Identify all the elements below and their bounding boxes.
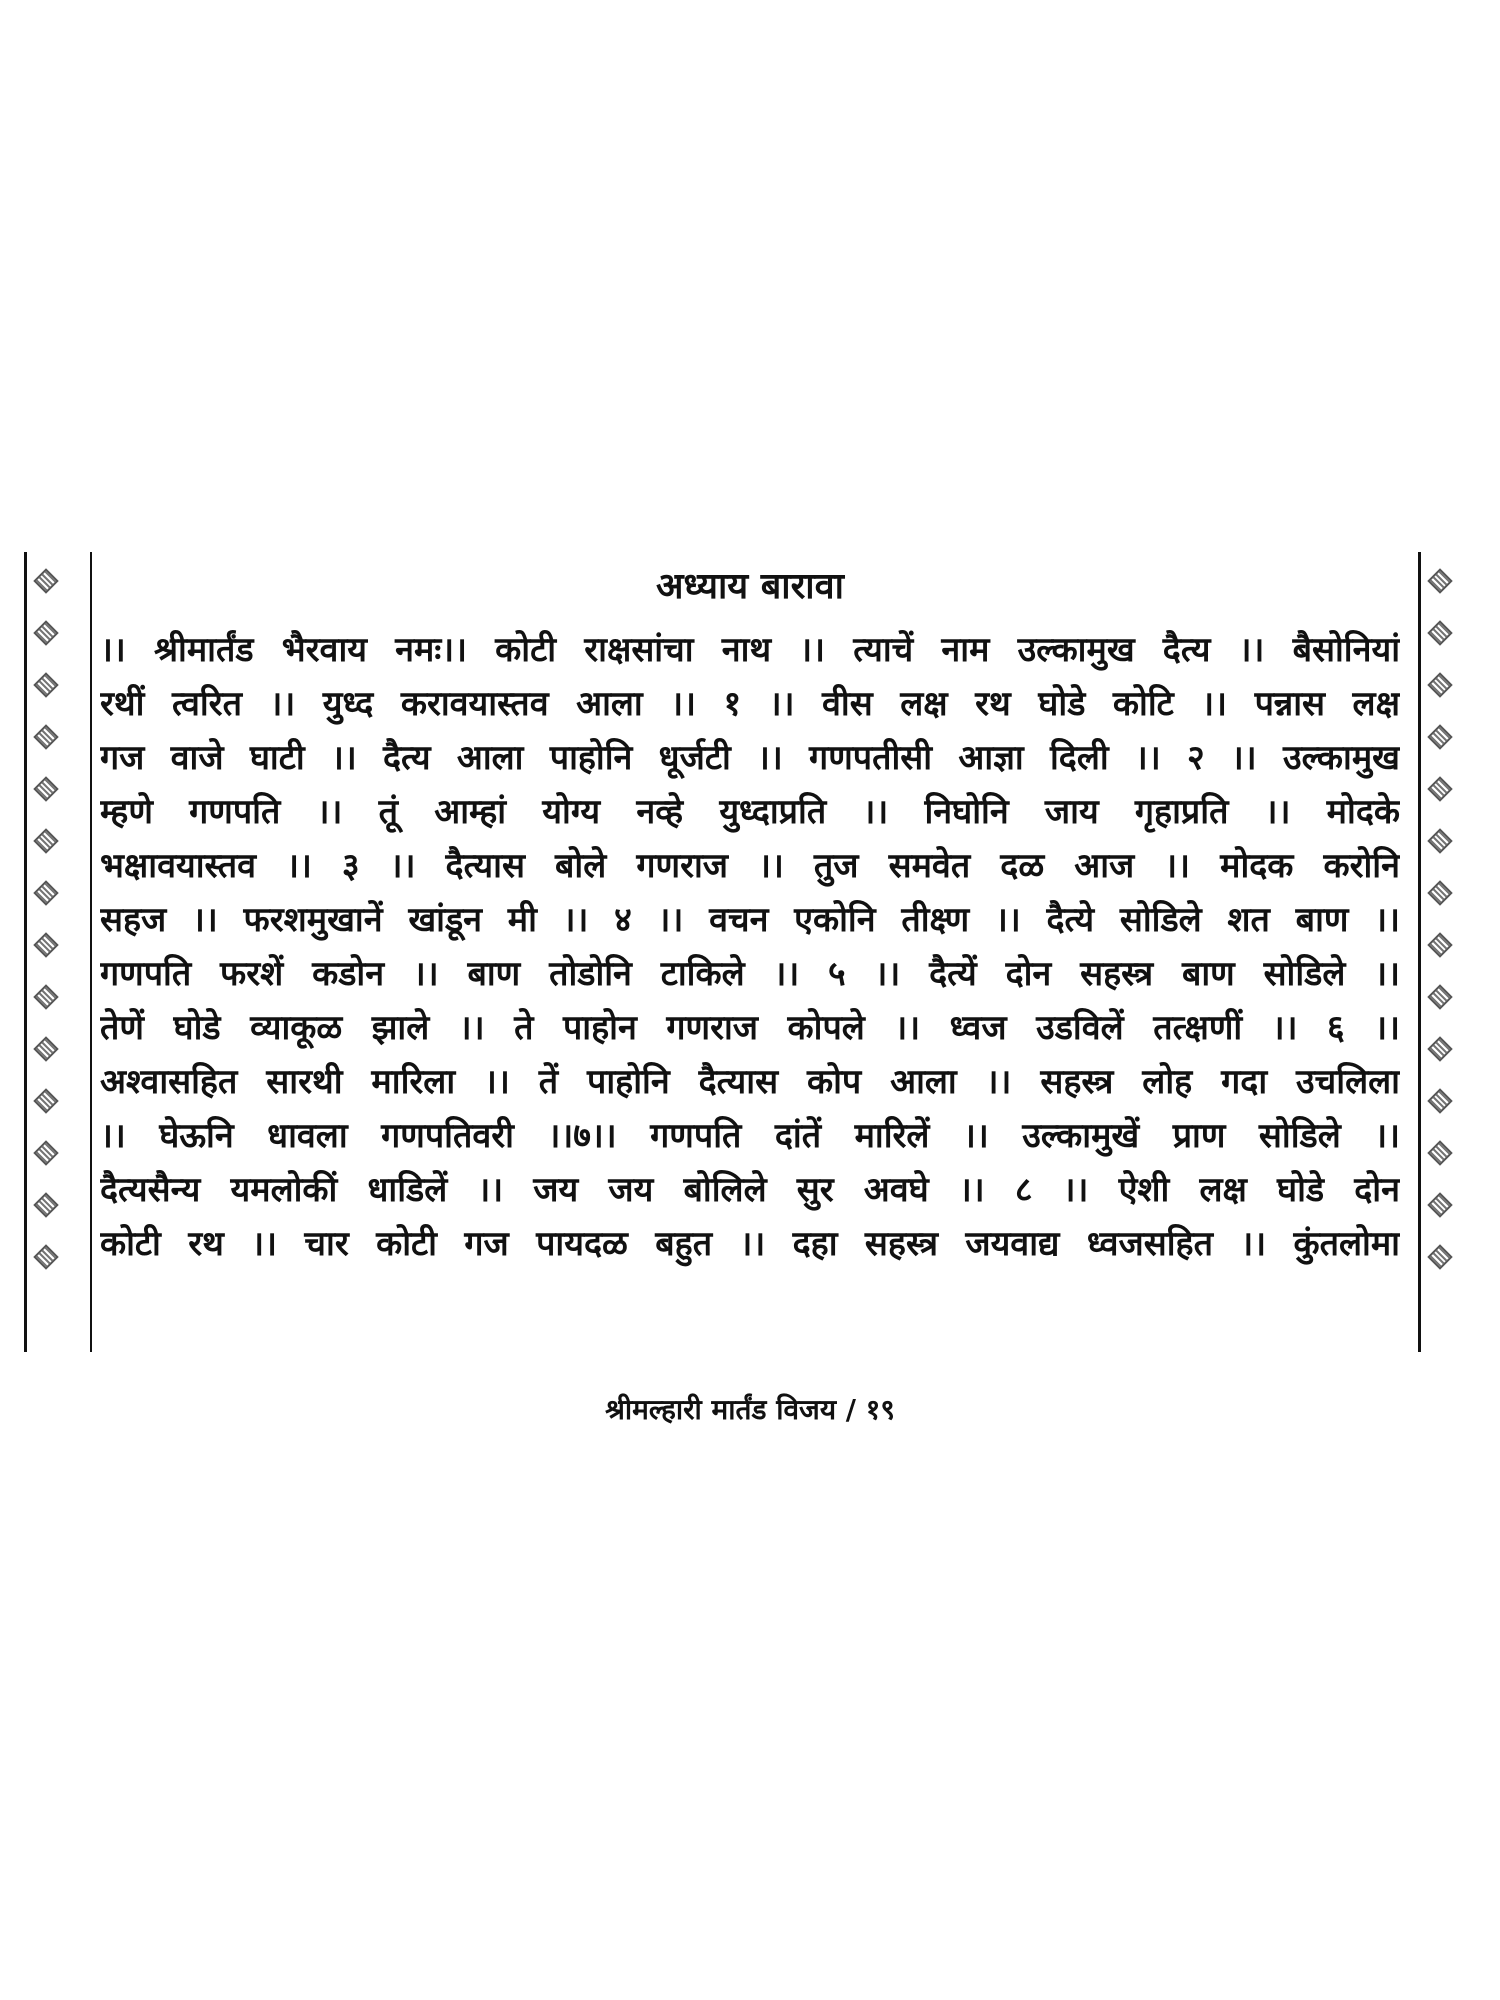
diamond-ornament (1427, 984, 1452, 1009)
diamond-ornament (1427, 1088, 1452, 1113)
text-line: ।। श्रीमार्तंड भैरवाय नमः।। कोटी राक्षसांचा नाथ ।। त्याचें नाम उल्कामुख दैत्य ।। बैसोनियां (100, 630, 1400, 670)
diamond-ornament (1427, 880, 1452, 905)
left-border-inner-rule (90, 552, 92, 1352)
diamond-ornament (33, 932, 58, 957)
text-line: गणपति फरशें कडोन ।। बाण तोडोनि टाकिले ।। ५ ।। दैत्यें दोन सहस्त्र बाण सोडिले ।। (100, 954, 1400, 994)
diamond-ornament (33, 620, 58, 645)
text-line: अश्वासहित सारथी मारिला ।। तें पाहोनि दैत्यास कोप आला ।। सहस्त्र लोह गदा उचलिला (100, 1062, 1400, 1102)
diamond-ornament (1427, 1244, 1452, 1269)
diamond-ornament (1427, 828, 1452, 853)
diamond-ornament (33, 776, 58, 801)
text-line: तेणें घोडे व्याकूळ झाले ।। ते पाहोन गणराज कोपले ।। ध्वज उडविलें तत्क्षणीं ।। ६ ।। (100, 1008, 1400, 1048)
right-diamond-column (1418, 572, 1462, 1352)
text-line: कोटी रथ ।। चार कोटी गज पायदळ बहुत ।। दहा सहस्त्र जयवाद्य ध्वजसहित ।। कुंतलोमा (100, 1224, 1400, 1264)
left-diamond-column (24, 572, 68, 1352)
diamond-ornament (1427, 1192, 1452, 1217)
text-line: म्हणे गणपति ।। तूं आम्हां योग्य नव्हे युध्दाप्रति ।। निघोनि जाय गृहाप्रति ।। मोदके (100, 792, 1400, 832)
diamond-ornament (33, 672, 58, 697)
diamond-ornament (1427, 932, 1452, 957)
diamond-ornament (1427, 1140, 1452, 1165)
page-footer: श्रीमल्हारी मार्तंड विजय / १९ (605, 1393, 895, 1426)
diamond-ornament (1427, 776, 1452, 801)
page-body (100, 565, 1400, 1271)
diamond-ornament (33, 724, 58, 749)
diamond-ornament (33, 1140, 58, 1165)
text-line: रथीं त्वरित ।। युध्द करावयास्तव आला ।। १ ।। वीस लक्ष रथ घोडे कोटि ।। पन्नास लक्ष (100, 684, 1400, 724)
text-line: भक्षावयास्तव ।। ३ ।। दैत्यास बोले गणराज ।। तुज समवेत दळ आज ।। मोदक करोनि (100, 846, 1400, 886)
chapter-title: अध्याय बारावा (656, 566, 844, 607)
diamond-ornament (33, 828, 58, 853)
diamond-ornament (33, 880, 58, 905)
diamond-ornament (33, 568, 58, 593)
diamond-ornament (33, 1244, 58, 1269)
diamond-ornament (1427, 672, 1452, 697)
diamond-ornament (33, 1192, 58, 1217)
text-line: सहज ।। फरशमुखानें खांडून मी ।। ४ ।। वचन एकोनि तीक्ष्ण ।। दैत्ये सोडिले शत बाण ।। (100, 900, 1400, 940)
diamond-ornament (1427, 1036, 1452, 1061)
right-decorative-border (1418, 552, 1462, 1352)
diamond-ornament (33, 984, 58, 1009)
diamond-ornament (33, 1088, 58, 1113)
diamond-ornament (1427, 724, 1452, 749)
text-line: ।। घेऊनि धावला गणपतिवरी ।।७।। गणपति दांतें मारिलें ।। उल्कामुखें प्राण सोडिले ।। (100, 1116, 1400, 1156)
diamond-ornament (33, 1036, 58, 1061)
text-line: दैत्यसैन्य यमलोकीं धाडिलें ।। जय जय बोलिले सुर अवघे ।। ८ ।। ऐशी लक्ष घोडे दोन (100, 1170, 1400, 1210)
diamond-ornament (1427, 620, 1452, 645)
text-line: गज वाजे घाटी ।। दैत्य आला पाहोनि धूर्जटी ।। गणपतीसी आज्ञा दिली ।। २ ।। उल्कामुख (100, 738, 1400, 778)
left-decorative-border (24, 552, 68, 1352)
diamond-ornament (1427, 568, 1452, 593)
